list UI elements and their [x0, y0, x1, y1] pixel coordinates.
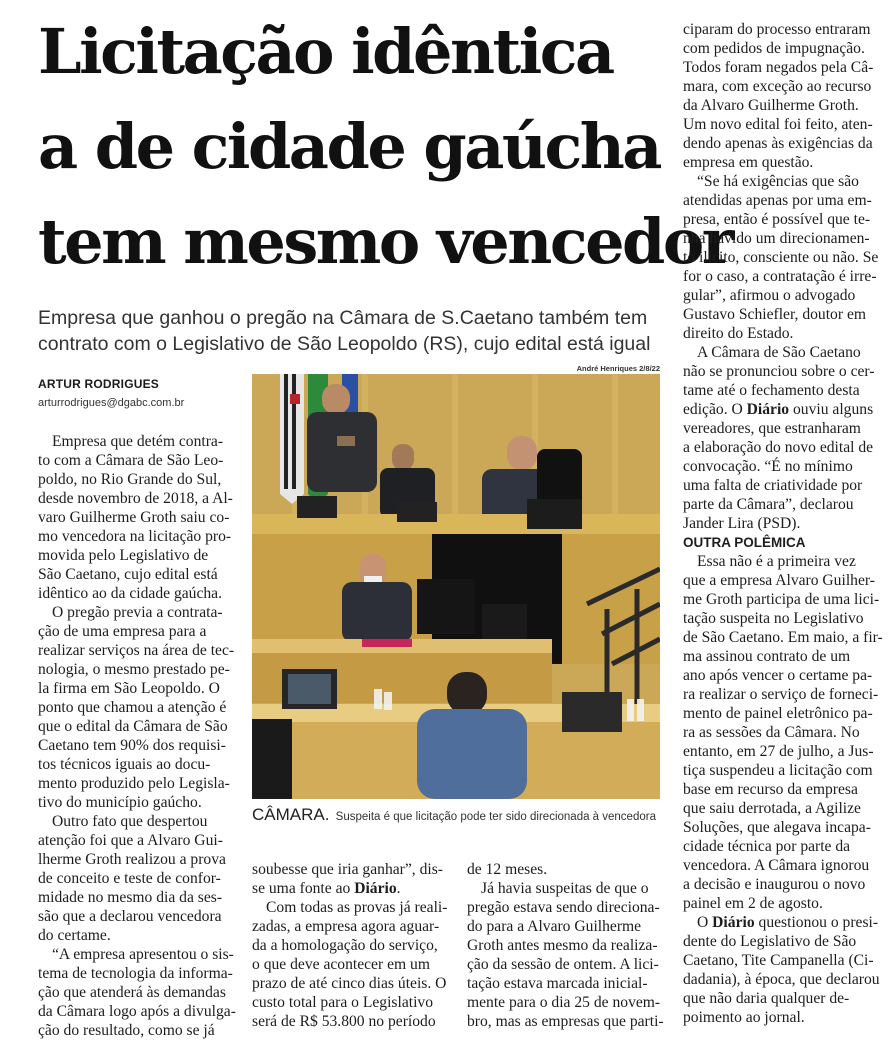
- text-line: mente para o dia 25 de novem-: [467, 994, 661, 1011]
- text-line: Gustavo Schiefler, doutor em: [683, 306, 866, 323]
- text-line: entanto, em 27 de julho, a Jus-: [683, 743, 874, 760]
- text-line: poimento ao jornal.: [683, 1009, 805, 1026]
- text-line: nologia, o mesmo prestado pe-: [38, 661, 230, 678]
- photo-caption: [252, 805, 672, 825]
- text-line: com pedidos de impugnação.: [683, 40, 865, 57]
- text-line: atendidas apenas por uma em-: [683, 192, 872, 209]
- text-line: custo total para o Legislativo: [252, 994, 434, 1011]
- text-fragment: edição. O: [683, 401, 747, 418]
- text-line: Outro fato que despertou: [52, 813, 208, 830]
- text-line: não se pronunciou sobre o cer-: [683, 363, 875, 380]
- text-line: ção da sessão de ontem. A lici-: [467, 956, 659, 973]
- text-fragment: questionou o presi-: [754, 914, 879, 931]
- subheadline-line: Empresa que ganhou o pregão na Câmara de S.Caetano também tem: [38, 307, 648, 329]
- text-line: do certame.: [38, 927, 111, 944]
- text-line: o que deve acontecer em um: [252, 956, 430, 973]
- text-line: da Alvaro Guilherme Groth.: [683, 97, 859, 114]
- text-line: que não daria qualquer de-: [683, 990, 850, 1007]
- text-line: uma falta de criatividade por: [683, 477, 863, 494]
- newspaper-name: Diário: [746, 401, 790, 418]
- text-line: São Caetano, cujo edital está: [38, 566, 218, 583]
- text-line: tação suspeita no Legislativo: [683, 610, 864, 627]
- text-line: vereadores, que estranharam: [683, 420, 861, 437]
- article-column-3: [467, 860, 664, 1031]
- text-line: será de R$ 53.800 no período: [252, 1013, 436, 1030]
- text-line: idêntico ao da cidade gaúcha.: [38, 585, 223, 602]
- text-line: da Câmara logo após a divulga-: [38, 1003, 236, 1020]
- text-line: lherme Groth realizou a prova: [38, 851, 226, 868]
- council-session-photo: [252, 374, 660, 799]
- text-line: ponto que chamou a atenção é: [38, 699, 227, 716]
- text-line: de São Caetano. Em maio, a fir-: [683, 629, 883, 646]
- text-fragment: ouviu alguns: [789, 401, 874, 418]
- text-line: que saiu derrotada, a Agilize: [683, 800, 861, 817]
- paragraph: [38, 432, 235, 603]
- text-line: poldo, no Rio Grande do Sul,: [38, 471, 222, 488]
- text-line: vencedora. A Câmara ignorou: [683, 857, 870, 874]
- text-line: Um novo edital foi feito, aten-: [683, 116, 873, 133]
- byline: [38, 377, 238, 409]
- paragraph: [683, 20, 879, 172]
- text-line: tame até o fechamento desta: [683, 382, 860, 399]
- author-email[interactable]: arturrodrigues@dgabc.com.br: [38, 397, 185, 409]
- text-line: da a homologação do serviço,: [252, 937, 438, 954]
- text-line: nha havido um direcionamen-: [683, 230, 870, 247]
- paragraph: [683, 343, 879, 533]
- text-line: midade no mesmo dia da ses-: [38, 889, 223, 906]
- text-line: prazo de até cinco dias úteis. O: [252, 975, 447, 992]
- text-line: presa, então é possível que te-: [683, 211, 871, 228]
- caption-text: Suspeita é que licitação pode ter sido direcionada à vencedora: [335, 811, 656, 823]
- text-line: tema de tecnologia da informa-: [38, 965, 233, 982]
- text-line: movida pelo Legislativo de: [38, 547, 209, 564]
- text-line: do para a Alvaro Guilherme: [467, 918, 642, 935]
- paragraph: [38, 812, 235, 945]
- paragraph: [683, 552, 883, 913]
- text-line: desde novembro de 2018, a Al-: [38, 490, 233, 507]
- text-line: ano após vencer o certame pa-: [683, 667, 873, 684]
- text-line: ciparam do processo entraram: [683, 21, 871, 38]
- text-line: convocação. “É no mínimo: [683, 458, 853, 475]
- text-line: soubesse que iria ganhar”, dis-: [252, 861, 443, 878]
- article-column-2: [252, 860, 448, 1031]
- article-column-4: [683, 20, 883, 1027]
- text-line: gular”, afirmou o advogado: [683, 287, 856, 304]
- text-line: dendo apenas às exigências da: [683, 135, 873, 152]
- text-line: la firma em São Leopoldo. O: [38, 680, 220, 697]
- text-line: “A empresa apresentou o sis-: [52, 946, 234, 963]
- text-line: ção de uma empresa para a: [38, 623, 207, 640]
- headline: [38, 4, 732, 289]
- caption-label: CÂMARA.: [252, 805, 330, 824]
- text-line: Soluções, que alegava incapa-: [683, 819, 871, 836]
- author-name: ARTUR RODRIGUES: [38, 377, 160, 391]
- text-line: mara, com exceção ao recurso: [683, 78, 872, 95]
- text-line: Todos foram negados pela Câ-: [683, 59, 874, 76]
- text-line: bro, mas as empresas que parti-: [467, 1013, 664, 1030]
- paragraph: [38, 945, 235, 1040]
- text-line: são que a declarou vencedora: [38, 908, 222, 925]
- text-line: “Se há exigências que são: [697, 173, 859, 190]
- text-line: parte da Câmara”, declarou: [683, 496, 854, 513]
- text-line: ra as sessões da Câmara. No: [683, 724, 860, 741]
- text-line: Groth antes mesmo da realiza-: [467, 937, 658, 954]
- text-line: tos técnicos iguais ao docu-: [38, 756, 211, 773]
- text-line: atenção foi que a Alvaro Gui-: [38, 832, 223, 849]
- text-line: Empresa que detém contra-: [52, 433, 224, 450]
- text-line: Caetano, Tite Campanella (Ci-: [683, 952, 874, 969]
- headline-line: tem mesmo vencedor: [38, 205, 732, 278]
- text-line: me Groth participa de uma lici-: [683, 591, 880, 608]
- text-line: O pregão previa a contrata-: [52, 604, 223, 621]
- text-line: ção do resultado, como se já: [38, 1022, 215, 1039]
- subheadline: [38, 305, 668, 357]
- paragraph: [467, 860, 660, 879]
- paragraph: [683, 913, 879, 1027]
- text-line: dadania), à época, que declarou: [683, 971, 880, 988]
- subheadline-line: contrato com o Legislativo de São Leopoldo (RS), cujo edital está igual: [38, 333, 651, 355]
- section-heading: OUTRA POLÊMICA: [683, 535, 806, 550]
- text-line: [683, 913, 879, 932]
- text-line: a decisão e inaugurou o novo: [683, 876, 866, 893]
- text-line: dente do Legislativo de São: [683, 933, 857, 950]
- text-line: tação estava marcada inicial-: [467, 975, 648, 992]
- text-line: cidade técnica por parte da: [683, 838, 851, 855]
- text-line: ra realizar o serviço de forneci-: [683, 686, 879, 703]
- newspaper-name: Diário: [354, 880, 397, 897]
- text-line: to ilícito, consciente ou não. Se: [683, 249, 879, 266]
- headline-line: Licitação idêntica: [38, 15, 613, 88]
- text-line: base em recurso da empresa: [683, 781, 858, 798]
- text-line: for o caso, a contratação é irre-: [683, 268, 877, 285]
- photo-credit: André Henriques 2/8/22: [576, 364, 660, 373]
- text-line: de conceito e teste de confor-: [38, 870, 221, 887]
- text-line: Já havia suspeitas de que o: [481, 880, 649, 897]
- text-fragment: O: [697, 914, 713, 931]
- paragraph: [252, 898, 448, 1031]
- text-line: ma assinou contrato de um: [683, 648, 851, 665]
- text-line: painel em 2 de agosto.: [683, 895, 823, 912]
- paragraph: [38, 603, 235, 812]
- text-line: que a empresa Alvaro Guilher-: [683, 572, 875, 589]
- text-fragment: se uma fonte ao: [252, 880, 355, 897]
- text-line: direito do Estado.: [683, 325, 794, 342]
- text-line: mento produzido pelo Legisla-: [38, 775, 230, 792]
- text-line: Essa não é a primeira vez: [697, 553, 856, 570]
- text-fragment: .: [396, 880, 401, 897]
- text-line: A Câmara de São Caetano: [697, 344, 861, 361]
- text-line: Jander Lira (PSD).: [683, 515, 801, 532]
- text-line: ção que atenderá às demandas: [38, 984, 226, 1001]
- text-line: realizar serviços na área de tec-: [38, 642, 235, 659]
- text-line: varo Guilherme Groth saiu co-: [38, 509, 230, 526]
- text-line: tivo do município gaúcho.: [38, 794, 202, 811]
- text-line: [252, 879, 445, 898]
- text-line: zadas, a empresa agora aguar-: [252, 918, 440, 935]
- text-line: pregão estava sendo direciona-: [467, 899, 660, 916]
- text-line: [683, 400, 879, 419]
- headline-line: a de cidade gaúcha: [38, 110, 660, 183]
- text-line: de 12 meses.: [467, 861, 548, 878]
- text-line: empresa em questão.: [683, 154, 814, 171]
- paragraph: [683, 172, 879, 343]
- text-line: a elaboração do novo edital de: [683, 439, 874, 456]
- text-line: mento de painel eletrônico pa-: [683, 705, 873, 722]
- paragraph: [467, 879, 664, 1031]
- text-line: tiça suspendeu a licitação com: [683, 762, 873, 779]
- photo-illustration: [252, 374, 660, 799]
- text-line: Caetano tem 90% dos requisi-: [38, 737, 226, 754]
- text-line: Com todas as provas já reali-: [266, 899, 448, 916]
- newspaper-name: Diário: [712, 914, 755, 931]
- paragraph: [252, 860, 445, 898]
- article-column-1: [38, 432, 235, 1040]
- text-line: to com a Câmara de São Leo-: [38, 452, 224, 469]
- text-line: mo vencedora na licitação pro-: [38, 528, 232, 545]
- text-line: que o edital da Câmara de São: [38, 718, 228, 735]
